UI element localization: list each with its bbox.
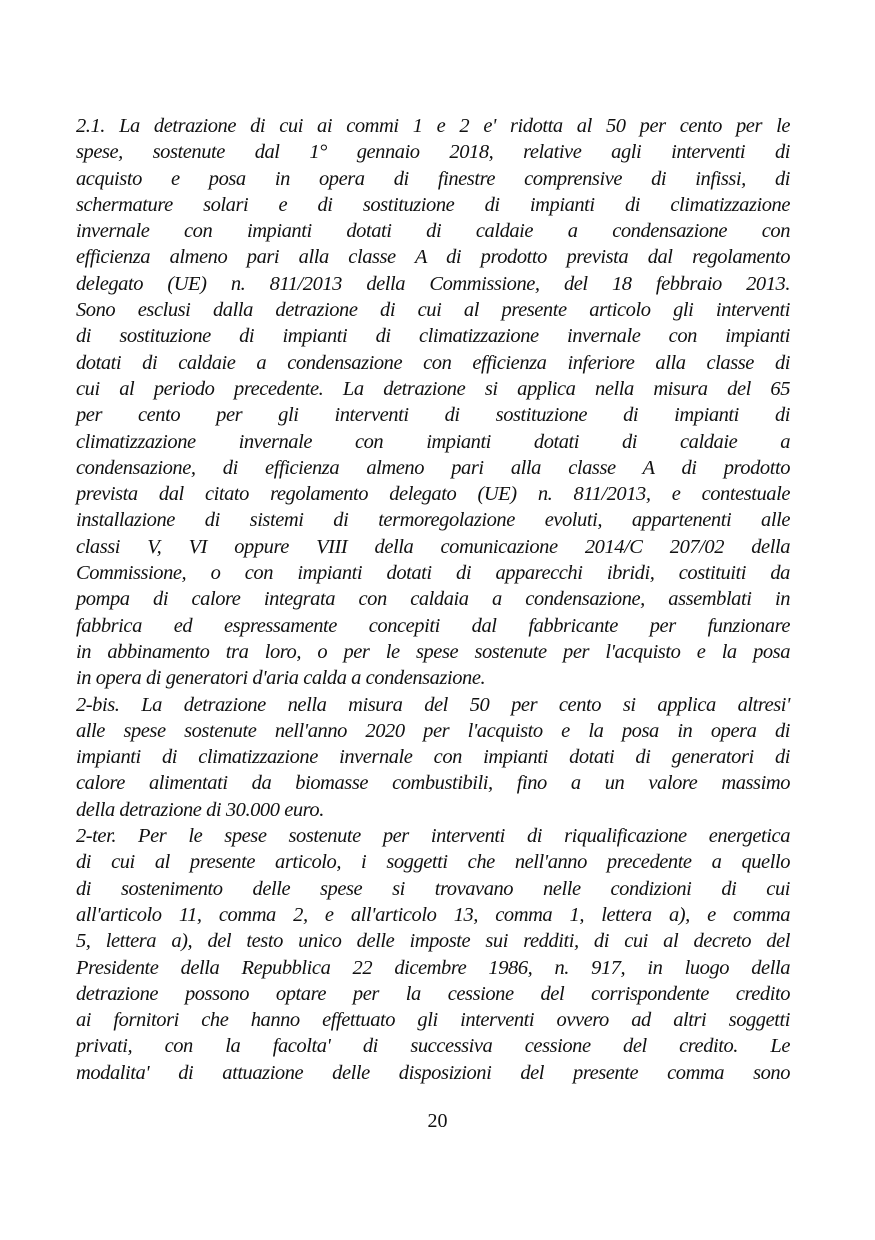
text-line: per cento per gli interventi di sostituzione di impianti di	[76, 404, 790, 427]
text-line: alle spese sostenute nell'anno 2020 per l'acquisto e la posa in opera di	[76, 719, 790, 742]
text-line: in abbinamento tra loro, o per le spese sostenute per l'acquisto e la posa	[76, 640, 790, 663]
text-line: 2-ter. Per le spese sostenute per interventi di riqualificazione energetica	[76, 825, 790, 848]
text-line: dotati di caldaie a condensazione con efficienza inferiore alla classe di	[76, 351, 790, 374]
text-line: detrazione possono optare per la cessione del corrispondente credito	[76, 982, 790, 1005]
text-line: delegato (UE) n. 811/2013 della Commissione, del 18 febbraio 2013.	[76, 272, 790, 295]
text-line: di sostenimento delle spese si trovavano nelle condizioni di cui	[76, 877, 790, 900]
text-line: fabbrica ed espressamente concepiti dal fabbricante per funzionare	[76, 614, 790, 637]
text-line: efficienza almeno pari alla classe A di prodotto prevista dal regolamento	[76, 246, 790, 269]
text-line: Commissione, o con impianti dotati di apparecchi ibridi, costituiti da	[76, 562, 790, 585]
text-line: invernale con impianti dotati di caldaie a condensazione con	[76, 220, 790, 243]
text-line: Presidente della Repubblica 22 dicembre 1986, n. 917, in luogo della	[76, 956, 790, 979]
text-line: Sono esclusi dalla detrazione di cui al presente articolo gli interventi	[76, 299, 790, 322]
text-line: acquisto e posa in opera di finestre comprensive di infissi, di	[76, 167, 790, 190]
text-line: all'articolo 11, comma 2, e all'articolo 13, comma 1, lettera a), e comma	[76, 903, 790, 926]
text-line: 2.1. La detrazione di cui ai commi 1 e 2 e' ridotta al 50 per cento per le	[76, 115, 790, 137]
page-number: 20	[427, 1110, 448, 1132]
text-line: modalita' di attuazione delle disposizioni del presente comma sono	[76, 1061, 790, 1084]
text-line: climatizzazione invernale con impianti dotati di caldaie a	[76, 430, 790, 453]
text-line: cui al periodo precedente. La detrazione si applica nella misura del 65	[76, 377, 790, 400]
text-line: spese, sostenute dal 1° gennaio 2018, relative agli interventi di	[76, 141, 790, 164]
text-line: 2-bis. La detrazione nella misura del 50 per cento si applica altresi'	[76, 693, 790, 716]
text-line: pompa di calore integrata con caldaia a condensazione, assemblati in	[76, 588, 790, 611]
text-line: ai fornitori che hanno effettuato gli interventi ovvero ad altri soggetti	[76, 1009, 790, 1032]
text-line: della detrazione di 30.000 euro.	[76, 798, 324, 821]
text-line: in opera di generatori d'aria calda a condensazione.	[76, 667, 486, 690]
text-line: schermature solari e di sostituzione di impianti di climatizzazione	[76, 193, 790, 216]
text-line: di sostituzione di impianti di climatizzazione invernale con impianti	[76, 325, 790, 348]
text-line: condensazione, di efficienza almeno pari alla classe A di prodotto	[76, 456, 790, 479]
text-line: di cui al presente articolo, i soggetti che nell'anno precedente a quello	[76, 851, 790, 874]
text-line: classi V, VI oppure VIII della comunicazione 2014/C 207/02 della	[76, 535, 790, 558]
text-line: installazione di sistemi di termoregolazione evoluti, appartenenti alle	[76, 509, 790, 532]
text-line: privati, con la facolta' di successiva cessione del credito. Le	[76, 1035, 790, 1058]
text-line: prevista dal citato regolamento delegato (UE) n. 811/2013, e contestuale	[76, 483, 790, 506]
text-line: 5, lettera a), del testo unico delle imposte sui redditi, di cui al decreto del	[76, 930, 790, 953]
body-text	[76, 113, 790, 1086]
text-line: impianti di climatizzazione invernale con impianti dotati di generatori di	[76, 746, 790, 769]
text-line: calore alimentati da biomasse combustibili, fino a un valore massimo	[76, 772, 790, 795]
